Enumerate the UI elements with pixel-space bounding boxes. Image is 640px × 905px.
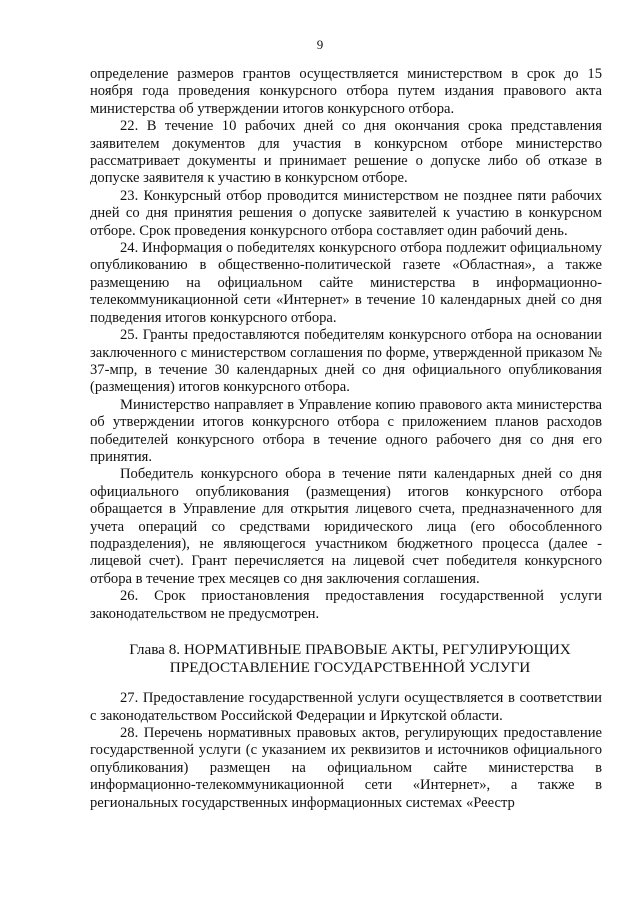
paragraph: Победитель конкурсного обора в течение пяти календарных дней со дня официального опубликования (размещения) итогов конкурсного отбора обращается в Управление для открытия лицевого счета, предназначенного для учета операций со средствами юридического лица (его обособленного подразделения), не являющегося участником бюджетного процесса (далее - лицевой счет). Грант перечисляется на лицевой счет победителя конкурсного отбора в течение трех месяцев со дня заключения соглашения. xyxy=(90,466,602,587)
paragraphs-before xyxy=(90,66,602,623)
paragraph: 26. Срок приостановления предоставления государственной услуги законодательством не предусмотрен. xyxy=(90,588,602,622)
paragraph: 25. Гранты предоставляются победителям конкурсного отбора на основании заключенного с министерством соглашения по форме, утвержденной приказом № 37-мпр, в течение 30 календарных дней со дня официального опубликования (размещения) итогов конкурсного отбора. xyxy=(90,327,602,396)
document-body xyxy=(90,66,602,812)
chapter-heading-line2: ПРЕДОСТАВЛЕНИЕ ГОСУДАРСТВЕННОЙ УСЛУГИ xyxy=(169,658,531,676)
paragraph: 23. Конкурсный отбор проводится министерством не позднее пяти рабочих дней со дня принятия решения о допуске заявителей к участию в конкурсном отборе. Срок проведения конкурсного отбора составляет один рабочий день. xyxy=(90,187,602,239)
paragraph: 22. В течение 10 рабочих дней со дня окончания срока представления заявителем документов для участия в конкурсном отборе министерство рассматривает документы и принимает решение о допуске либо об отказе в допуске заявителя к участию в конкурсном отборе. xyxy=(90,118,602,187)
paragraph: 24. Информация о победителях конкурсного отбора подлежит официальному опубликованию в общественно-политической газете «Областная», а также размещению на официальном сайте министерства в информационно-телекоммуникационной сети «Интернет» в течение 10 календарных дней со дня подведения итогов конкурсного отбора. xyxy=(90,240,602,326)
paragraphs-after xyxy=(90,690,602,812)
paragraph: 28. Перечень нормативных правовых актов, регулирующих предоставление государственной услуги (с указанием их реквизитов и источников официального опубликования) размещен на официальном сайте министерства в информационно-телекоммуникационной сети «Интернет», а также в региональных государственных информационных системах «Реестр xyxy=(90,725,602,811)
chapter-heading-line1: Глава 8. НОРМАТИВНЫЕ ПРАВОВЫЕ АКТЫ, РЕГУЛИРУЮЩИХ xyxy=(129,641,571,658)
page-number: 9 xyxy=(316,37,324,52)
paragraph: Министерство направляет в Управление копию правового акта министерства об утверждении итогов конкурсного отбора с приложением планов расходов победителей конкурсного отбора в течение одного рабочего дня со дня его принятия. xyxy=(90,396,602,465)
paragraph: определение размеров грантов осуществляется министерством в срок до 15 ноября года проведения конкурсного отбора путем издания правового акта министерства об утверждении итогов конкурсного отбора. xyxy=(90,66,602,117)
chapter-heading xyxy=(90,641,602,676)
paragraph: 27. Предоставление государственной услуги осуществляется в соответствии с законодательством Российской Федерации и Иркутской области. xyxy=(90,690,602,724)
